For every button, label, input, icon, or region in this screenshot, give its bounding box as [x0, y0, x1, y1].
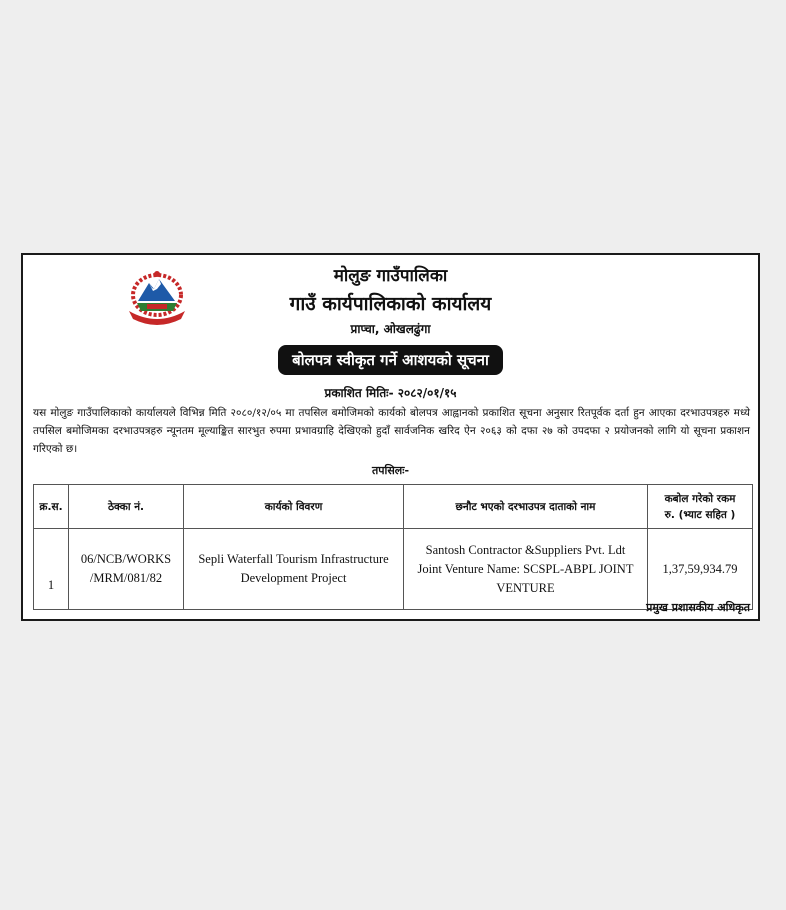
cell-bidder	[404, 529, 648, 610]
work-desc-line1: Sepli Waterfall Tourism Infrastructure	[198, 552, 389, 566]
header-work-desc: कार्यको विवरण	[184, 485, 404, 529]
header-sn: क्र.स.	[34, 485, 69, 529]
table-header-row	[34, 485, 753, 529]
table-row	[34, 529, 753, 610]
header-bidder: छनौट भएको दरभाउपत्र दाताको नाम	[404, 485, 648, 529]
bidder-line1: Santosh Contractor &Suppliers Pvt. Ldt	[425, 542, 626, 557]
tender-table	[33, 484, 753, 610]
header-contract-no: ठेक्का नं.	[69, 485, 184, 529]
contract-no-line1: 06/NCB/WORKS	[80, 552, 172, 566]
notice-body: यस मोलुङ गाउँपालिकाको कार्यालयले विभिन्न मिति २०८०/१२/०५ मा तपसिल बमोजिमको कार्यको बोलपत्र आह्वानको प्रकाशित सूचना अनुसार रितपूर्वक दर्ता हुन आएका दरभाउपत्रहरु मध्ये तपसिल बमोजिमका दरभाउपत्रहरु न्यूनतम मूल्याङ्कित सारभुत रुपमा प्रभावग्राहि देखिएको हुदाँ सार्वजनिक खरिद ऐन २०६३ को दफा २७ को उपदफा २ प्रयोजनको लागि यो सूचना प्रकाशन गरिएको छ।	[33, 407, 750, 455]
office-name: गाउँ कार्यपालिकाको कार्यालय	[289, 293, 492, 315]
banner-container	[23, 345, 758, 375]
cell-amount: 1,37,59,934.79	[648, 529, 753, 610]
cell-work-desc	[184, 529, 404, 610]
notice-card	[21, 253, 760, 621]
header-amount	[648, 485, 753, 529]
details-label: तपसिलः-	[371, 464, 410, 477]
office-address: प्राप्चा, ओखलढुंगा	[350, 322, 431, 336]
signature-title: प्रमुख प्रशासकीय अधिकृत	[646, 601, 750, 614]
header-amount-line1: कबोल गरेको रकम	[664, 492, 736, 505]
cell-contract-no	[69, 529, 184, 610]
work-desc-line2: Development Project	[240, 571, 347, 585]
published-date: प्रकाशित मितिः- २०८२/०१/१५	[324, 386, 457, 400]
bidder-line3: VENTURE	[496, 580, 555, 595]
header-amount-line2: रु. (भ्याट सहित )	[664, 508, 736, 521]
bidder-line2: Joint Venture Name: SCSPL-ABPL JOINT	[417, 561, 634, 576]
cell-sn: 1	[34, 529, 69, 610]
notice-title-banner: बोलपत्र स्वीकृत गर्ने आशयको सूचना	[278, 345, 503, 375]
contract-no-line2: /MRM/081/82	[89, 571, 163, 585]
org-name: मोलुङ गाउँपालिका	[333, 266, 448, 286]
